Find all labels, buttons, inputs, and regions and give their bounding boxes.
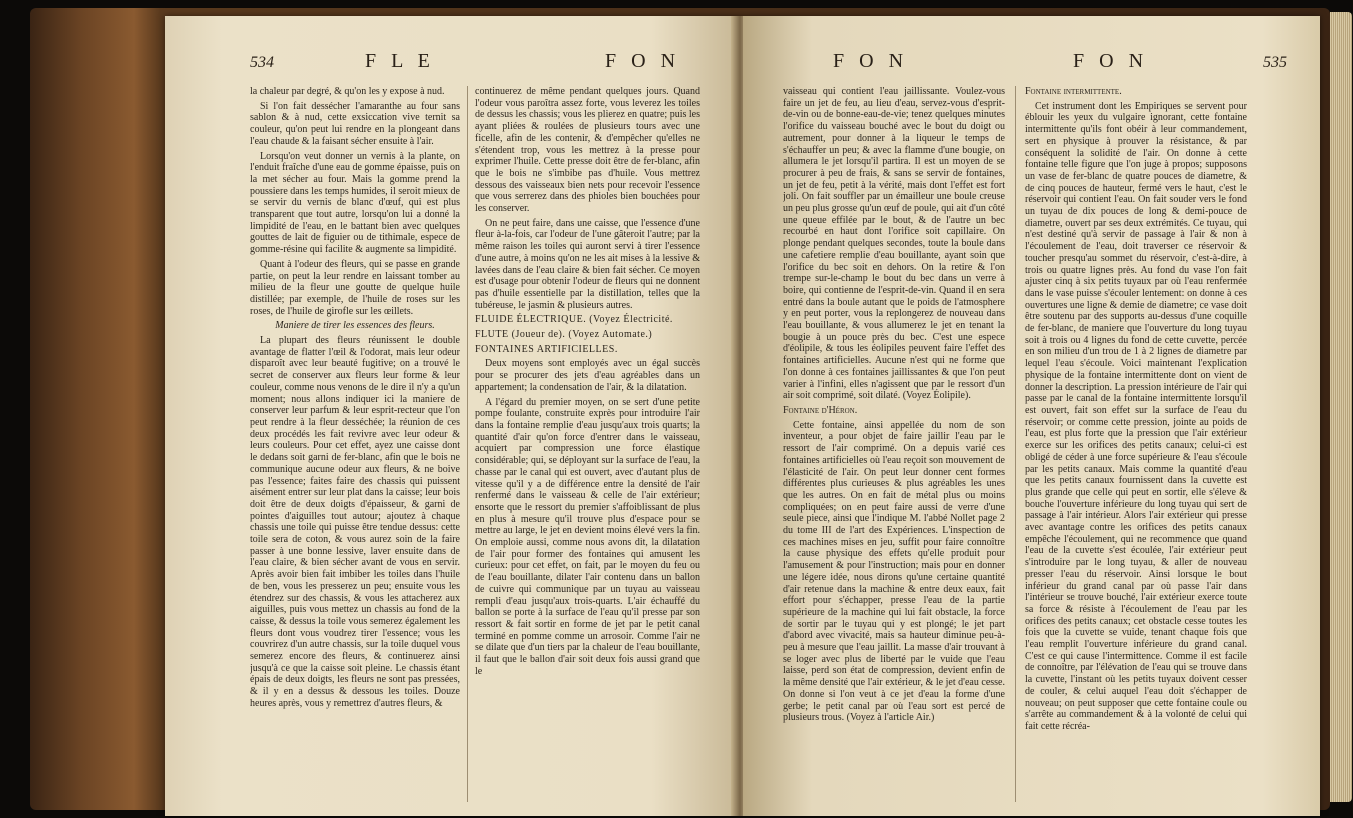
right-page: [743, 16, 1320, 816]
paragraph: la chaleur par degré, & qu'on les y expose à nud.: [250, 86, 445, 97]
paragraph: vaisseau qui contient l'eau jaillissante. Voulez-vous faire un jet de feu, au lieu d'eau, servez-vous d'esprit-de-vin ou de bonne-eau-de-vie; tenez quelques minutes l'orifice du vaisseau bouché avec le bout du doigt ou autrement, pour donner à la liqueur le temps de s'échauffer un peu; & avec la flamme d'une bougie, on allumera le jet lorsqu'il partira. Il est un moyen de se procurer à peu de frais, & sans se servir de fontaines, un jet de feu, petit à la vérité, mais dont l'effet est fort joli. On fait souffler par un émailleur une boule creuse un peu plus grosse qu'un œuf de poule, qui ait d'un côté une queue effilée par le bout, & de l'autre un bec recourbé en haut dont l'orifice soit capillaire. On plonge pendant quelques secondes, toute la boule dans une cafetiere remplie d'eau bouillante, ayant soin que l'orifice du bec soit en dehors. On la retire & l'on trempe sur-le-champ le bout du bec dans un verre à boire, qui contienne de l'esprit-de-vin. Quand il en sera entré dans la boule autant que le poids de l'atmosphere y en peut porter, vous la replongerez de nouveau dans l'eau bouillante, & vous allumerez le jet en tenant la bougie à un pouce près du bec. C'est une espece d'éolipile, & tous les éolipiles peuvent faire l'effet des fontaines artificielles. Aucune n'est qui ne forme que l'on donne à ces fontaines jaillissantes & que l'on peut varier à l'infini, elles n'agissent que par le ressort d'un air soit comprimé, soit dilaté. (Voyez Éolipile).: [783, 86, 1005, 402]
right-column-1: [783, 86, 1005, 804]
entry-heading: FONTAINES ARTIFICIELLES.: [475, 343, 618, 355]
entry-heading: FLUIDE ÉLECTRIQUE. (Voyez Électricité.: [475, 314, 673, 326]
entry-heading: FLUTE (Joueur de). (Voyez Automate.): [475, 329, 653, 341]
left-column-1: [250, 86, 460, 804]
left-column-2: [475, 86, 700, 804]
right-column-2: [1025, 86, 1247, 804]
running-head-right: F O N: [1073, 50, 1149, 72]
running-head-right-first: F O N: [833, 50, 909, 72]
paragraph: On ne peut faire, dans une caisse, que l'essence d'une fleur à-la-fois, car l'odeur de l'une gâteroit l'autre; par la même raison les toiles qui auront servi à tirer l'essence d'une autre, à moins qu'on ne les ait mises à la lessive & lavées dans de l'eau claire & bien fait sécher. Ce moyen est d'usage pour obtenir l'odeur de fleurs qui ne donnent pas d'huile essentielle par la distillation, telles que la tubéreuse, le jasmin & plusieurs autres.: [475, 217, 700, 311]
left-page: [165, 16, 737, 816]
entry-heading: [1025, 86, 1247, 98]
entry-heading-label: Fontaine intermittente.: [1025, 86, 1122, 97]
paragraph: Deux moyens sont employés avec un égal succès pour se procurer des jets d'eau agréables dans un appartement; la condensation de l'air, & la dilatation.: [475, 358, 700, 393]
paragraph: Cette fontaine, ainsi appellée du nom de son inventeur, a pour objet de faire jaillir l'eau par le ressort de l'air comprimé. On a depuis varié ces fontaines artificielles où l'eau reçoit son mouvement de l'élasticité de l'air. On peut leur donner cent formes différentes plus curieuses & plus agréables les unes que les autres. On en fait de métal plus ou moins compliquées; on en peut faire aussi de verre d'une seule piece, ainsi que l'indique M. l'abbé Nollet page 2 du tome III de l'art des Expériences. L'inspection de ces machines mises en jeu, suffit pour faire connoître la cause physique des effets qu'elle produit pour l'amusement & pour l'instruction; mais pour en donner une légere idée, nous dirons qu'une certaine quantité d'air retenue dans la machine & entre deux eaux, fait effort pour s'échapper, presse l'eau de la partie supérieure de la machine qui lui fait obstacle, la force de sortir par le tuyau qui y est plongé; le jet part d'abord avec vivacité, mais sa hauteur diminue peu-à-peu à mesure que l'eau jaillit. La masse d'air trouvant à se loger avec plus de liberté par le vuide que l'eau laisse, perd son état de compression, devient enfin de la même densité que l'air extérieur, & le jet d'eau cesse. On donne si l'on veut à ce jet d'eau la forme d'une gerbe; le petit canal par où l'eau sort est percé de plusieurs trous. (Voyez à l'article Air.): [783, 419, 1005, 724]
page-spread: [165, 16, 1320, 816]
paragraph: La plupart des fleurs réunissent le double avantage de flatter l'œil & l'odorat, mais leur odeur disparoît avec leur beauté fugitive; on a trouvé le secret de conserver aux fleurs leur forme & leur couleur, comme nous venons de le dire il n'y a qu'un moment; nous allons indiquer ici la maniere de conserver leur parfum & leur esprit-recteur que l'on peut rendre à la fleur desséchée; la réunion de ces deux procédés les fait revivre avec leur odeur & leurs couleurs. Pour cet effet, ayez une caisse dont le dedans soit garni de fer-blanc, afin que le bois ne communique aucune odeur aux fleurs, & ne boive pas l'essence; faites faire des chassis qui puissent aisément entrer sur leur plat dans la caisse; leur bois doit être de deux doigts d'épaisseur, & garni de pointes d'aiguilles tout autour; ajoutez à chaque chassis une toile qui puisse être tendue dessus: cette toile sera de coton, & vous aurez soin de la faire passer à une bonne lessive, laver ensuite dans de l'eau claire, & bien sécher avant de vous en servir. Après avoir bien fait imbiber les toiles dans l'huile de ben, vous les presserez un peu; ensuite vous les étendrez sur des chassis, & vous les attacherez aux aiguilles, puis vous mettez un chassis au fond de la caisse, & dessus la toile vous semerez également les fleurs dont vous voudrez tirer l'essence; vous les couvrirez d'un autre chassis, sur la toile duquel vous semerez encore des fleurs, & continuerez ainsi jusqu'à ce que la caisse soit pleine. Le chassis étant épais de deux doigts, les fleurs ne sont pas pressées, & il y en a dessus & dessous les toiles. Douze heures après, vous y remettrez d'autres fleurs, &: [250, 335, 460, 709]
page-number-left: 534: [250, 54, 274, 71]
paragraph: continuerez de même pendant quelques jours. Quand l'odeur vous paroîtra assez forte, vous leverez les toiles de dessus les chassis; vous les plierez en quatre; puis les ayant pliées & roulées de plusieurs tours avec une ficelle, afin de les contenir, & d'empêcher qu'elles ne s'étendent trop, vous les mettrez à la presse pour exprimer l'huile. Cette presse doit être de fer-blanc, afin que le bois ne s'imbibe pas d'huile. Vous mettrez dessous des vaisseaux bien nets pour recevoir l'essence que vous serrerez dans des phioles bien bouchées pour les conserver.: [475, 86, 700, 215]
column-divider: [1015, 86, 1016, 802]
column-divider: [467, 86, 468, 802]
section-title: Maniere de tirer les essences des fleurs.: [275, 320, 435, 332]
book: [30, 8, 1330, 810]
paragraph: Si l'on fait dessécher l'amaranthe au four sans sablon & à nud, cette exsiccation vive ternit sa couleur, qu'on peut lui rendre en la plongeant dans l'eau chaude & la faisant sécher ensuite à l'air.: [250, 100, 460, 147]
paragraph: Quant à l'odeur des fleurs, qui se passe en grande partie, on peut la leur rendre en laissant tomber au milieu de la fleur une goutte de quelque huile distillée; par exemple, de l'huile de roses sur les roses, de l'huile de girofle sur les œillets.: [250, 258, 460, 317]
running-head-left: F L E: [365, 50, 435, 72]
page-edges: [1330, 12, 1352, 802]
paragraph: Lorsqu'on veut donner un vernis à la plante, on l'enduit fraîche d'une eau de gomme épaisse, puis on la met sécher au four. Mais la gomme prend la poussiere dans les temps humides, il seroit mieux de se servir du vernis de blanc d'œuf, qui est plus transparent que tout autre, lorsqu'on lui a donné la limpidité de l'eau, en le battant bien avec quelques gouttes de lait de figuier ou de tithimale, espece de gomme-résine qui facilite & augmente sa limpidité.: [250, 150, 460, 256]
entry-heading-label: Fontaine d'Héron.: [783, 404, 858, 416]
paragraph: A l'égard du premier moyen, on se sert d'une petite pompe foulante, construite exprès pour introduire l'air dans la fontaine remplie d'eau jusqu'aux trois quarts; la quantité d'air qu'on force d'entrer dans le vaisseau, acquiert par compression une force élastique considérable; qui, se déployant sur la surface de l'eau, la chasse par le canal qui est ouvert, avec d'autant plus de vitesse qu'il y a de différence entre la densité de l'air renfermé dans le vaisseau & celle de l'air extérieur; ensorte que le ressort du premier s'affoiblissant de plus en plus à mesure qu'il trouve plus d'espace pour se mettre au large, le jet en devient moins élevé vers la fin. On emploie aussi, comme nous avons dit, la dilatation de l'air pour former des fontaines qui amusent les curieux: pour cet effet, on fait, par le moyen du feu ou de l'eau bouillante, dilater l'air contenu dans un ballon de cuivre qui communique par un tuyau au vaisseau rempli d'eau jusqu'aux trois-quarts. L'air échauffé du ballon se porte à la surface de l'eau qu'il presse par son ressort & fait sortir en forme de jet par le petit canal terminé en pomme comme un arrosoir. Comme l'air ne se dilate que d'un tiers par la chaleur de l'eau bouillante, il faut que le ballon d'air soit deux fois aussi grand que le: [475, 396, 700, 677]
page-number-right: 535: [1263, 54, 1287, 71]
paragraph: Cet instrument dont les Empiriques se servent pour éblouir les yeux du vulgaire ignorant, cette fontaine intermittente qu'ils font obéir à leur commandement, sert en physique à prouver la résistance, & par conséquent la solidité de l'air. On donne à cette fontaine telle figure que l'on juge à propos; supposons un vase de fer-blanc de quatre pouces de diametre, & de cinq pouces de hauteur, fermé vers le haut, c'est le réservoir qui contient l'eau. On fait souder vers le fond un tuyau de dix pouces de long & demi-pouce de diametre, ouvert par ses deux extrémités. Ce tuyau, qui n'est destiné qu'à servir de passage à l'air & non à l'écoulement de l'eau, doit traverser ce réservoir & toucher presqu'au sommet du réservoir, c'est-à-dire, à trois ou quatre lignes près. Au fond du vase l'on fait ajuster cinq à six petits tuyaux par où l'eau renfermée dans le vase puisse s'écouler lentement: on donne à ces ouvertures une ligne & demie de diametre; ce vase doit être soutenu par des supports au-dessus d'une coquille de fer-blanc, de maniere que l'ouverture du long tuyau soit à trois ou 4 lignes du fond de cette cuvette, percée en son milieu d'un trou de 1 à 2 lignes de diametre par lequel l'eau s'écoule. Voici maintenant l'explication physique de la fontaine intermittente dont on vient de donner la description. La pression intérieure de l'air qui passe par le canal de la fontaine intermittente lorsqu'il est ouvert, fait son effet sur la surface de l'eau du réservoir; or comme cette pression, jointe au poids de l'eau, est plus forte que la pression que l'air extérieur exerce sur les orifices des petits canaux; celui-ci est obligé de céder à une force supérieure & l'eau s'écoule par les petits canaux. Mais comme la quantité d'eau que les petits canaux fournissent dans la cuvette est plus grande que celle qui peut en sortir, elle s'éleve & bouche l'ouverture inférieure du long tuyau qui sert de passage à l'air intérieur. Alors l'air extérieur qui presse avec avantage contre les orifices des petits canaux empêche l'écoulement, qui ne recommence que quand l'eau de la cuvette s'est écoulée, l'air extérieur peut s'introduire par le long tuyau, & aller de nouveau presser l'eau du réservoir. Ainsi lorsque le bout inférieur du grand canal par où passe l'air dans l'intérieur se trouve bouché, l'air extérieur exerce toute sa force & résiste à l'écoulement de l'eau par les orifices des petits canaux; cet obstacle cesse toutes les fois que la cuvette se vuide, tenant chaque fois que l'eau remplit l'ouverture inférieure du grand canal. C'est ce qui cause l'intermittence. Comme il est facile de connoître, par l'élévation de l'eau qui se trouve dans la cuvette, l'instant où les petits tuyaux doivent cesser de couler, & celui auquel l'eau doit s'échapper de nouveau; on peut supposer que cette fontaine coule ou s'arrête au commandement & à la volonté de celui qui fait cette récréa-: [1025, 100, 1247, 732]
running-head-left-second: F O N: [605, 50, 681, 72]
entry-heading: [783, 405, 1005, 417]
